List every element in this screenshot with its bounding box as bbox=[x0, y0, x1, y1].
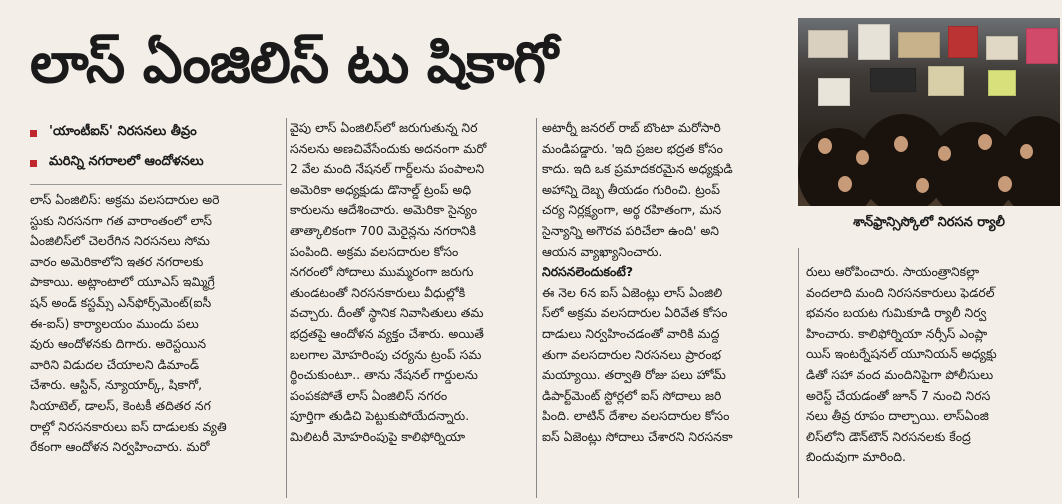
article-column-4 bbox=[806, 262, 1058, 468]
text-line: ఈ నెల 6న ఐస్ ఏజెంట్లు లాస్ ఏంజిలి bbox=[542, 284, 723, 300]
photo-caption: శాన్‌ఫ్రాన్సిస్కోలో నిరసన ర్యాలీ bbox=[853, 215, 1005, 230]
text-line: డిపార్ట్‌మెంట్ స్టోర్లలో ఐస్ సోదాలు జరి bbox=[542, 387, 722, 403]
text-line: పింది. లాటిన్ దేశాల వలసదారుల కోసం bbox=[542, 408, 730, 424]
text-line: నగరంలో సోదాలు ముమ్మరంగా జరుగు bbox=[290, 264, 474, 280]
column-divider bbox=[798, 248, 799, 498]
text-line: కాదు. ఇది ఒక ప్రమాదకరమైన అధ్యక్షుడి bbox=[542, 161, 733, 177]
text-line: వారిని విడుదల చేయాలని డిమాండ్ bbox=[30, 356, 200, 372]
article-column-2 bbox=[290, 118, 540, 448]
text-line: వైపు లాస్ ఏంజిలిస్‌లో జరుగుతున్న నిర bbox=[290, 120, 478, 135]
text-line: భవనం బయట గుమికూడి ర్యాలీ నిర్వ bbox=[806, 305, 987, 321]
text-line: ఆయన వ్యాఖ్యానించారు. bbox=[542, 243, 663, 259]
text-line: యిస్ ఇంటర్నేషనల్ యూనియన్ అధ్యక్షు bbox=[806, 346, 997, 362]
text-line: వారం అమెరికాలోని ఇతర నగరాలకు bbox=[30, 253, 204, 269]
text-line: ఐస్ ఏజెంట్లు సోదాలు చేశారని నిరసనకా bbox=[542, 428, 733, 444]
text-line: అరెస్ట్ చేయడంతో జూన్ 7 నుంచి నిరస bbox=[806, 387, 991, 403]
text-line: ఏంజిలిస్‌లో చెలరేగిన నిరసనలు సోమ bbox=[30, 233, 210, 249]
text-line: తాత్కాలికంగా 700 మెరైన్లను నగరానికి bbox=[290, 222, 476, 238]
section-subheading: నిరసనలెందుకంటే? bbox=[542, 264, 634, 280]
text-line: బిందువుగా మారింది. bbox=[806, 449, 906, 465]
text-line: అమెరికా అధ్యక్షుడు డొనాల్డ్ ట్రంప్ అధి bbox=[290, 181, 472, 197]
text-line: అహాన్ని దెబ్బ తీయడం గురించి. ట్రంప్ bbox=[542, 181, 720, 197]
text-line: మయ్యాయి. తర్వాతి రోజు పలు హోమ్ bbox=[542, 367, 726, 383]
text-line: తుండటంతో నిరసనకారులు వీధుల్లోకి bbox=[290, 284, 466, 300]
text-line: రులు ఆరోపించారు. సాయంత్రానికల్లా bbox=[806, 264, 980, 279]
article-column-1 bbox=[30, 190, 282, 458]
bullet-square-icon bbox=[30, 130, 37, 137]
column-divider bbox=[536, 118, 537, 498]
article-column-3 bbox=[542, 118, 794, 448]
text-line: స్‌లో అక్రమ వలసదారుల ఏరివేత కోసం bbox=[542, 305, 728, 321]
text-line: లాస్ ఏంజిలిస్: అక్రమ వలసదారుల అరె bbox=[30, 192, 220, 207]
text-line: సియాటెల్, డాలస్, కెంటకీ తదితర నగ bbox=[30, 397, 211, 413]
text-line: సైన్యాన్ని అగౌరవ పరిచేలా ఉంది' అని bbox=[542, 222, 719, 238]
text-line: 2 వేల మంది నేషనల్ గార్డ్‌లను పంపాలని bbox=[290, 161, 485, 177]
summary-bullet bbox=[30, 148, 282, 178]
text-line: పూర్తిగా తుడిచి పెట్టుకుపోయేదన్నారు. bbox=[290, 408, 470, 424]
text-line: స్టుకు నిరసనగా గత వారాంతంలో లాస్ bbox=[30, 212, 212, 228]
text-line: వచ్చారు. దీంతో స్థానిక నివాసితులు తమ bbox=[290, 305, 484, 321]
text-line: షన్ అండ్ కస్టమ్స్ ఎన్‌ఫోర్స్‌మెంట్(ఐసీ bbox=[30, 294, 212, 310]
text-line: హించారు. కాలిఫోర్నియా నర్సీస్ ఎంప్లా bbox=[806, 325, 988, 341]
text-line: భద్రతపై ఆందోళన వ్యక్తం చేశారు. అయితే bbox=[290, 325, 484, 341]
protest-photo bbox=[798, 18, 1060, 206]
text-line: కారులను ఆదేశించారు. అమెరికా సైన్యం bbox=[290, 202, 477, 218]
bullet-square-icon bbox=[30, 160, 37, 167]
text-line: దాడులు నిర్వహించడంతో వారికి మద్ద bbox=[542, 325, 720, 341]
text-line: డితో సహా వంద మందినిపైగా పోలీసులు bbox=[806, 366, 994, 382]
text-line: రేకంగా ఆందోళన నిర్వహించారు. మరో bbox=[30, 439, 210, 455]
text-line: బలగాల మోహరింపు చర్యను ట్రంప్ సమ bbox=[290, 346, 482, 362]
text-line: నలు తీవ్ర రూపం దాల్చాయి. లాస్‌ఏంజి bbox=[806, 408, 989, 424]
text-line: ఈ-ఐస్) కార్యాలయం ముందు పలు bbox=[30, 315, 199, 331]
text-line: చర్య నిర్లక్ష్యంగా, అర్థ రహితంగా, మన bbox=[542, 202, 722, 218]
text-line: చేశారు. ఆస్టిన్, న్యూయార్క్, షికాగో, bbox=[30, 377, 203, 393]
text-line: పంపకపోతే లాస్ ఏంజిలిస్ నగరం bbox=[290, 387, 448, 403]
text-line: పాకాయి. అట్లాంటాలో యూఎస్ ఇమ్మిగ్రే bbox=[30, 274, 215, 290]
text-line: మండిపడ్డారు. 'ఇది ప్రజల భద్రత కోసం bbox=[542, 140, 723, 156]
bullet-text: మరిన్ని నగరాలలో ఆందోళనలు bbox=[49, 154, 204, 169]
summary-bullet bbox=[30, 118, 282, 148]
text-line: వందలాది మంది నిరసనకారులు ఫెడరల్ bbox=[806, 284, 995, 300]
text-line: మిలిటరీ మోహరింపుపై కాలిఫోర్నియా bbox=[290, 428, 466, 444]
text-line: సనలను అణచివేసేందుకు అదనంగా మరో bbox=[290, 140, 487, 156]
text-line: ర్థించుకుంటూ.. తాను నేషనల్ గార్డులను bbox=[290, 367, 478, 383]
text-line: లిస్‌లోని డౌన్‌టౌన్ నిరసనలకు కేంద్ర bbox=[806, 428, 971, 444]
text-line: తుగా వలసదారుల నిరసనలు ప్రారంభ bbox=[542, 346, 721, 362]
text-line: అటార్నీ జనరల్ రాబ్ బొంటా మరోసారి bbox=[542, 120, 721, 135]
headline: లాస్ ఏంజిలిస్ టు షికాగో bbox=[30, 31, 557, 96]
bullet-text: 'యాంటీఐస్' నిరసనలు తీవ్రం bbox=[49, 124, 197, 139]
text-line: వురు ఆందోళనకు దిగారు. అరెస్టయిన bbox=[30, 336, 207, 352]
text-line: రాల్లో నిరసనకారులు ఐస్ దాడులకు వ్యతి bbox=[30, 418, 227, 434]
column-divider bbox=[286, 118, 287, 498]
text-line: పంపింది. అక్రమ వలసదారుల కోసం bbox=[290, 243, 459, 259]
summary-bullets bbox=[30, 118, 282, 185]
